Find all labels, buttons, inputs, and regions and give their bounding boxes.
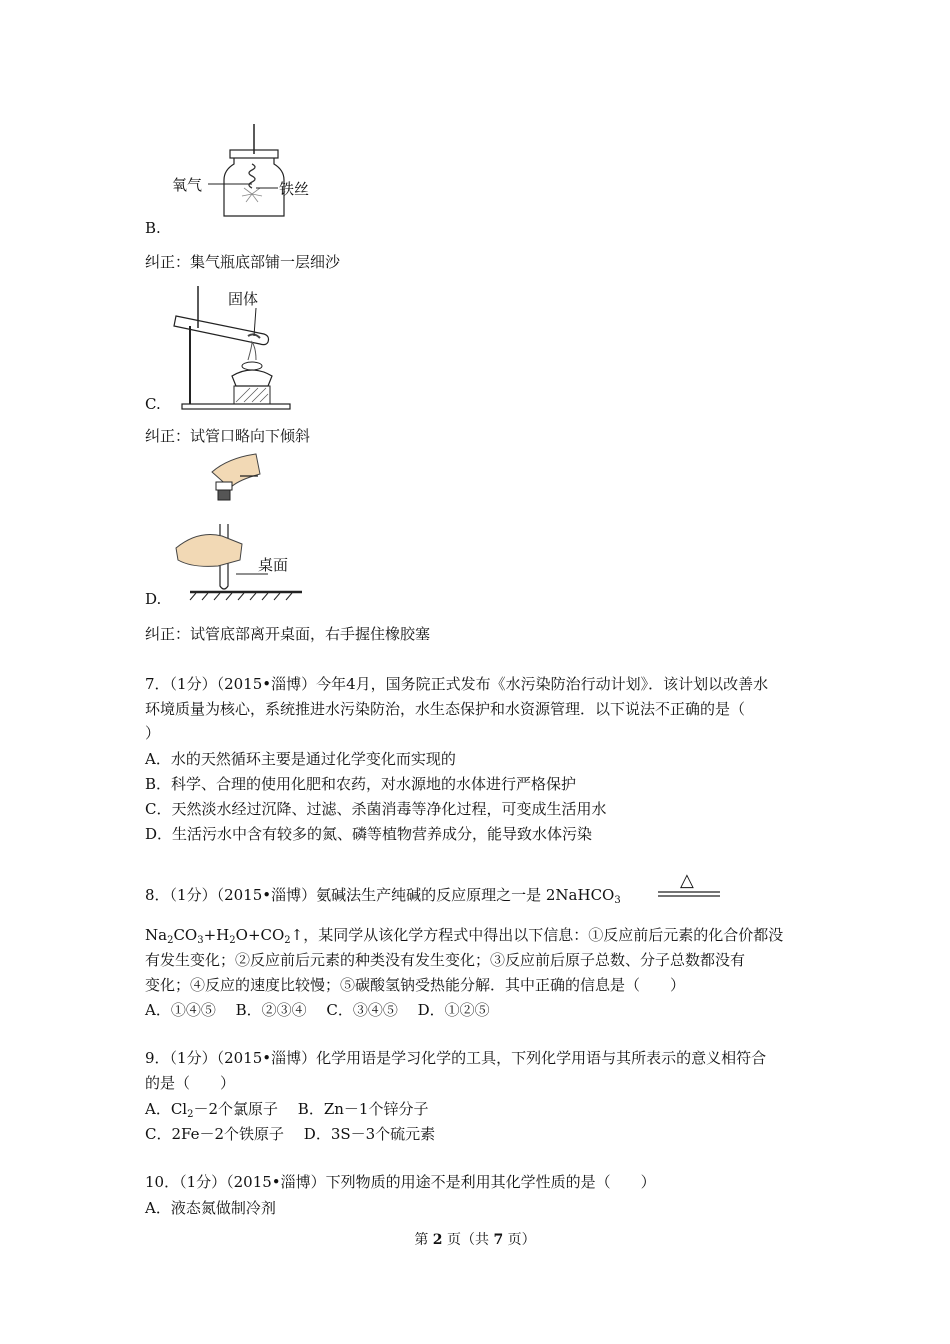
q7-option-a: A．水的天然循环主要是通过化学变化而实现的 <box>145 750 456 768</box>
q8-options: A．①④⑤ B．②③④ C．③④⑤ D．①②⑤ <box>145 1001 490 1019</box>
option-d-label: D. <box>145 590 162 608</box>
desk-label: 桌面 <box>258 556 289 574</box>
q8-stem-line1: 8．（1分）（2015•淄博）氨碱法生产纯碱的反应原理之一是 2NaHCO$_3$ <box>145 886 621 906</box>
correction-c: 纠正：试管口略向下倾斜 <box>145 427 311 445</box>
q7-stem-line2: 环境质量为核心，系统推进水污染防治，水生态保护和水资源管理．以下说法不正确的是（ <box>145 700 746 718</box>
option-c-label: C. <box>145 395 161 413</box>
gas-jar-iron-wire-figure <box>168 124 328 219</box>
correction-d: 纠正：试管底部离开桌面，右手握住橡胶塞 <box>145 625 431 643</box>
q7-option-d: D．生活污水中含有较多的氮、磷等植物营养成分，能导致水体污染 <box>145 825 593 843</box>
q8-stem-line4: 变化；④反应的速度比较慢；⑤碳酸氢钠受热能分解．其中正确的信息是（ ） <box>145 976 686 994</box>
delta-symbol: △ <box>680 870 694 891</box>
oxygen-label: 氧气 <box>172 176 203 194</box>
solid-label: 固体 <box>228 290 259 308</box>
q7-stem-line3: ） <box>145 724 161 742</box>
q8-stem-line3: 有发生变化；②反应前后元素的种类没有发生变化；③反应前后原子总数、分子总数都没有 <box>145 951 746 969</box>
q7-option-c: C．天然淡水经过沉降、过滤、杀菌消毒等净化过程，可变成生活用水 <box>145 800 607 818</box>
q9-options-ab: A．$Cl_2-2$个氯原子 B．Zn－1个锌分子 <box>145 1100 429 1120</box>
page-footer: 第 2 页（共 7 页） <box>414 1232 536 1248</box>
q9-stem-line2: 的是（ ） <box>145 1074 236 1092</box>
stopper-test-tube-figure <box>168 452 308 604</box>
current-page-number: 2 <box>432 1232 443 1248</box>
reaction-condition-arrow <box>656 870 722 900</box>
total-page-number: 7 <box>493 1232 504 1248</box>
q10-stem: 10．（1分）（2015•淄博）下列物质的用途不是利用其化学性质的是（ ） <box>145 1173 656 1191</box>
heating-test-tube-figure <box>168 286 318 412</box>
q9-stem-line1: 9．（1分）（2015•淄博）化学用语是学习化学的工具，下列化学用语与其所表示的意义相符合 <box>145 1049 767 1067</box>
option-b-label: B. <box>145 219 161 237</box>
iron-wire-label: 铁丝 <box>279 180 310 198</box>
correction-b: 纠正：集气瓶底部铺一层细沙 <box>145 253 341 271</box>
q8-stem-line2: $Na_2CO_3+H_2O+CO_2↑$，某同学从该化学方程式中得出以下信息：①反应前后元素的化合价都没 <box>145 926 784 946</box>
q7-option-b: B．科学、合理的使用化肥和农药，对水源地的水体进行严格保护 <box>145 775 577 793</box>
q9-options-cd: C．2Fe－2个铁原子 D．3S－3个硫元素 <box>145 1125 436 1143</box>
q7-stem-line1: 7．（1分）（2015•淄博）今年4月，国务院正式发布《水污染防治行动计划》．该计划以改善水 <box>145 675 769 693</box>
q10-option-a: A．液态氮做制冷剂 <box>145 1199 276 1217</box>
